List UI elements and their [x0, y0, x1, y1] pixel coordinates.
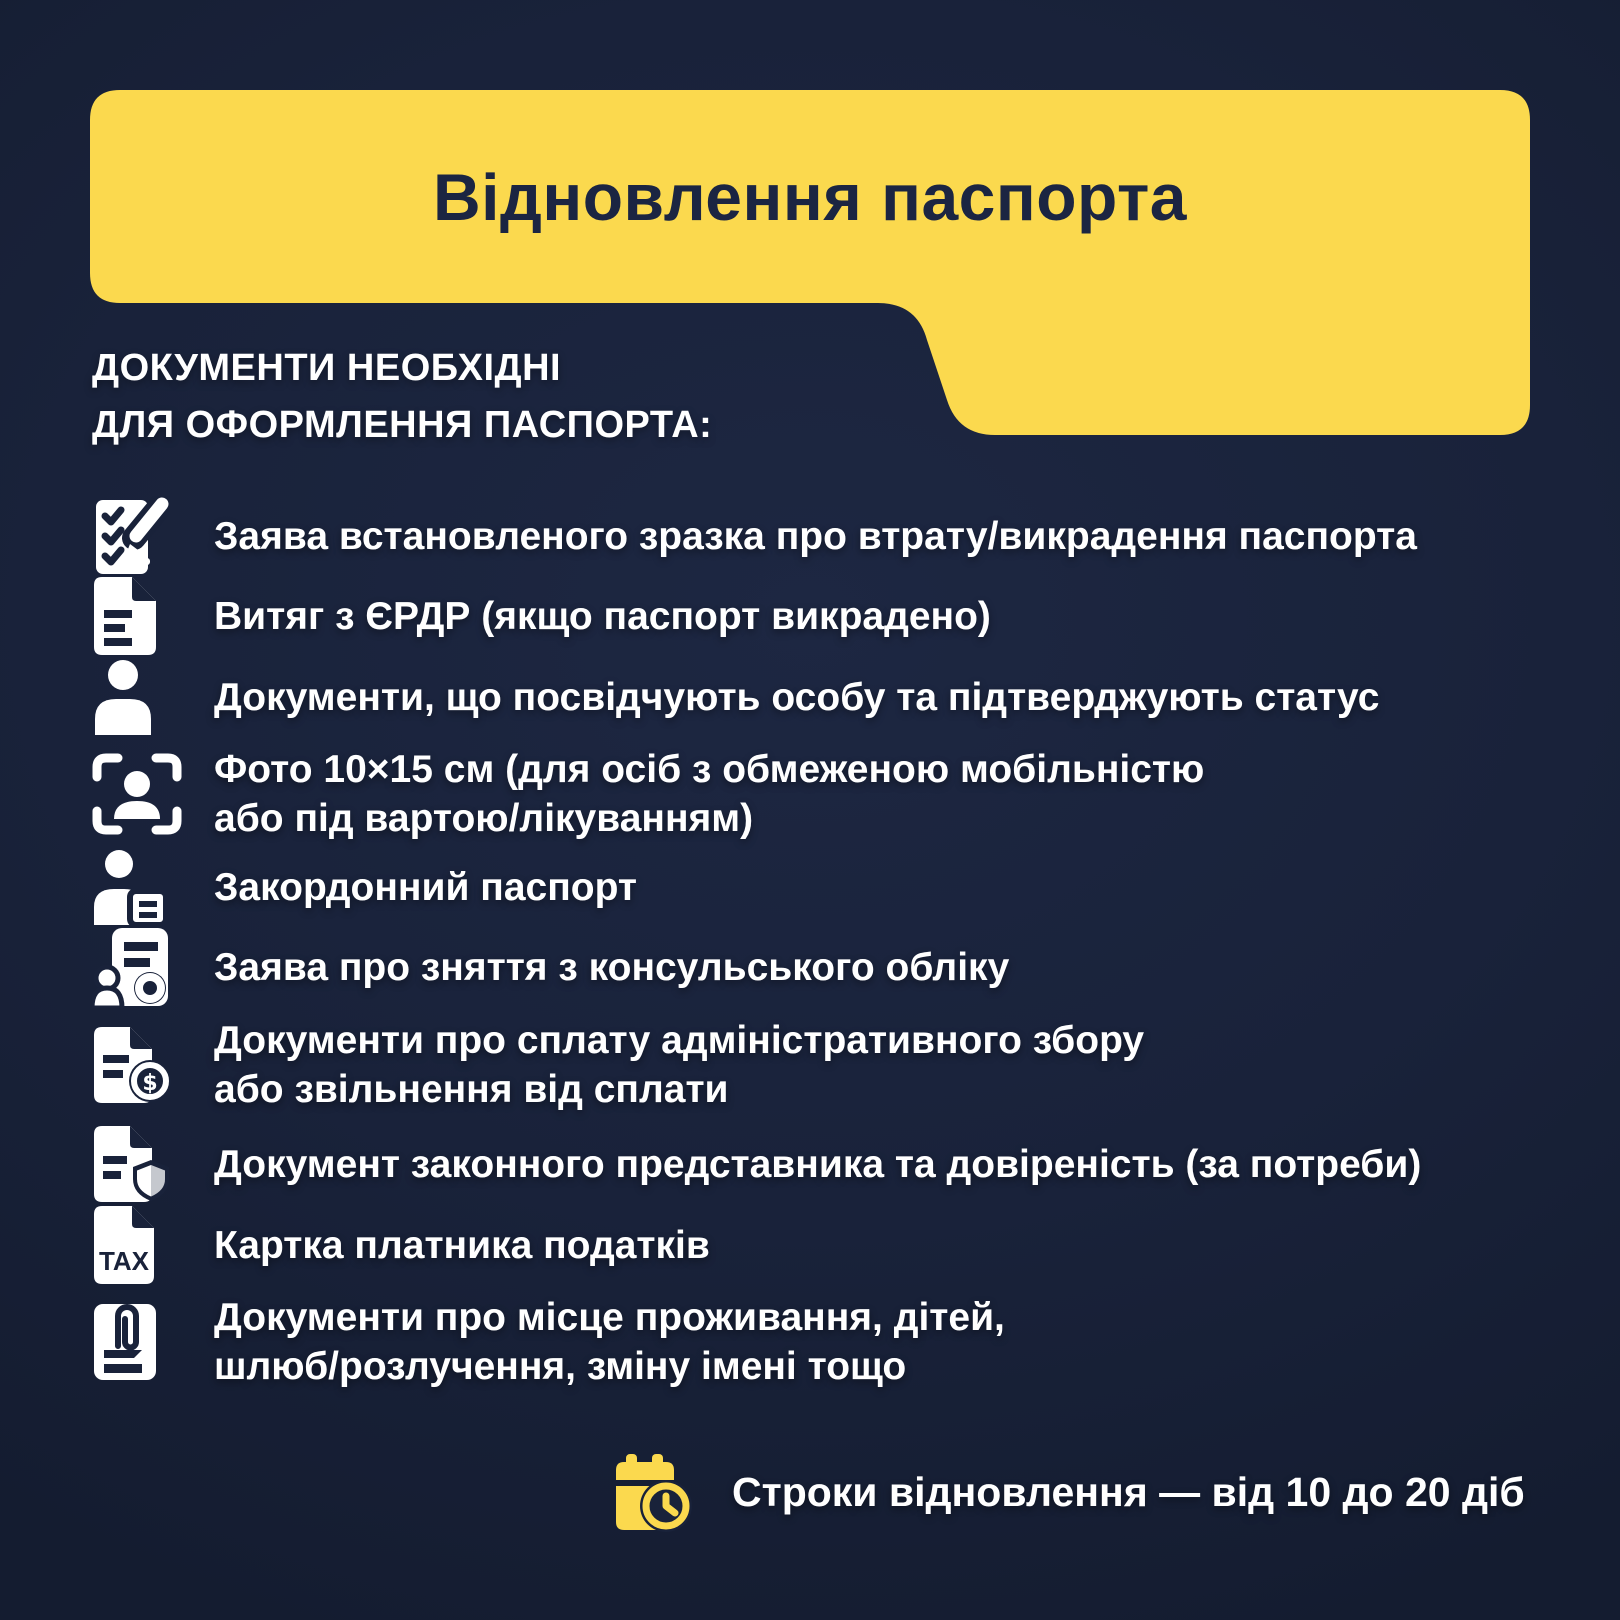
list-item — [92, 734, 1542, 854]
item-text: Заява про зняття з консульського обліку — [214, 945, 1010, 989]
footer — [612, 1448, 1525, 1536]
document-icon — [92, 577, 214, 655]
list-item — [92, 494, 1542, 578]
person-icon — [92, 659, 214, 735]
calendar-clock-icon — [612, 1452, 692, 1532]
item-text: Заява встановленого зразка про втрату/викрадення паспорта — [214, 514, 1417, 558]
item-text: Фото 10×15 см (для осіб з обмеженою мобільністю — [214, 748, 1205, 791]
svg-text:TAX: TAX — [98, 1246, 150, 1276]
list-item — [92, 847, 1542, 927]
item-text: Витяг з ЄРДР (якщо паспорт викрадено) — [214, 594, 991, 638]
application-checklist-icon — [92, 496, 214, 576]
item-text: Документи про сплату адміністративного збору — [214, 1019, 1145, 1062]
item-text: Документи про місце проживання, дітей, — [214, 1296, 1005, 1339]
list-item — [92, 925, 1542, 1009]
item-text: або під вартою/лікуванням) — [214, 797, 754, 840]
consular-record-icon — [92, 926, 214, 1008]
item-text: Закордонний паспорт — [214, 865, 638, 909]
list-item — [92, 1005, 1542, 1125]
footer-text: Строки відновлення — від 10 до 20 діб — [732, 1468, 1525, 1515]
svg-text:$: $ — [142, 1071, 158, 1096]
item-text: шлюб/розлучення, зміну імені тощо — [214, 1345, 907, 1388]
list-item — [92, 1282, 1542, 1402]
tax-card-icon — [92, 1206, 214, 1284]
item-text: Документ законного представника та довіреність (за потреби) — [214, 1142, 1422, 1186]
photo-capture-icon — [92, 753, 214, 835]
page-title: Відновлення паспорта — [432, 160, 1188, 234]
attached-documents-icon — [92, 1302, 214, 1382]
list-item — [92, 1122, 1542, 1206]
legal-representative-document-icon — [92, 1124, 214, 1204]
item-text: Картка платника податків — [214, 1223, 710, 1267]
list-item — [92, 657, 1542, 737]
subheading — [92, 340, 712, 454]
item-text: Документи, що посвідчують особу та підтверджують статус — [214, 675, 1380, 719]
subheading-line1: ДОКУМЕНТИ НЕОБХІДНІ — [92, 347, 562, 389]
list-item — [92, 1205, 1542, 1285]
payment-document-icon — [92, 1025, 214, 1105]
subheading-line2: ДЛЯ ОФОРМЛЕННЯ ПАСПОРТА: — [92, 404, 713, 446]
list-item — [92, 575, 1542, 657]
person-id-card-icon — [92, 849, 214, 925]
item-text: або звільнення від сплати — [214, 1068, 729, 1111]
